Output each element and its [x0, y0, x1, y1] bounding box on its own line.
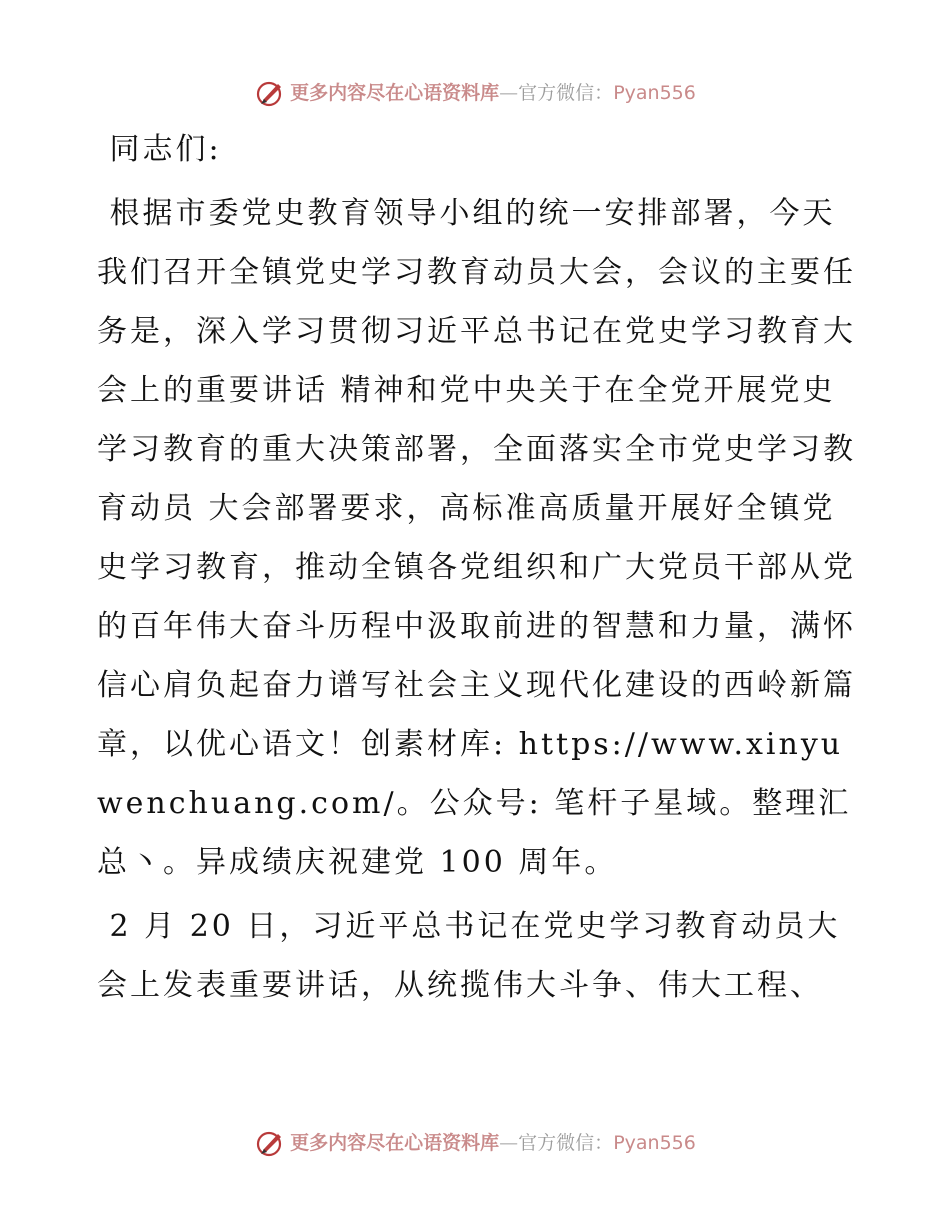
watermark-official-label: 官方微信： [518, 1132, 614, 1154]
quill-logo-icon [254, 1128, 288, 1158]
watermark-separator: — [499, 1132, 519, 1154]
watermark-wechat-id: Pyan556 [613, 1132, 696, 1154]
salutation: 同志们: [97, 132, 222, 167]
watermark-main-text: 更多内容尽在心语资料库 [290, 1132, 500, 1154]
watermark-main-text: 更多内容尽在心语资料库 [290, 82, 500, 104]
document-body [97, 120, 857, 1015]
watermark-wechat-id: Pyan556 [613, 82, 696, 104]
watermark-official-label: 官方微信： [518, 82, 614, 104]
paragraph-2: 2 月 20 日，习近平总书记在党史学习教育动员大会上发表重要讲话，从统揽伟大斗争、伟大工程、 [97, 909, 841, 1003]
paragraph-1: 根据市委党史教育领导小组的统一安排部署，今天我们召开全镇党史学习教育动员大会，会议的主要任务是，深入学习贯彻习近平总书记在党史学习教育大会上的重要讲话 精神和党中央关于在全党开展党史学习教育的重大决策部署，全面落实全市党史学习教育动员 大会部署要求，高标准高质量开展好全镇党史学习教育，推动全镇各党组织和广大党员干部从党的百年伟大奋斗历程中汲取前进的智慧和力量，满怀信心肩负起奋力谱写社会主义现代化建设的西岭新篇章，以优心语文！创素材库: https://www.xinyuwenchuang.com/。公众号: 笔杆子星域。整理汇总丶。异成绩庆祝建党 100 周年。 [97, 196, 856, 880]
header-watermark [0, 78, 950, 102]
watermark-separator: — [499, 82, 519, 104]
quill-logo-icon [254, 78, 288, 108]
footer-watermark [0, 1128, 950, 1152]
